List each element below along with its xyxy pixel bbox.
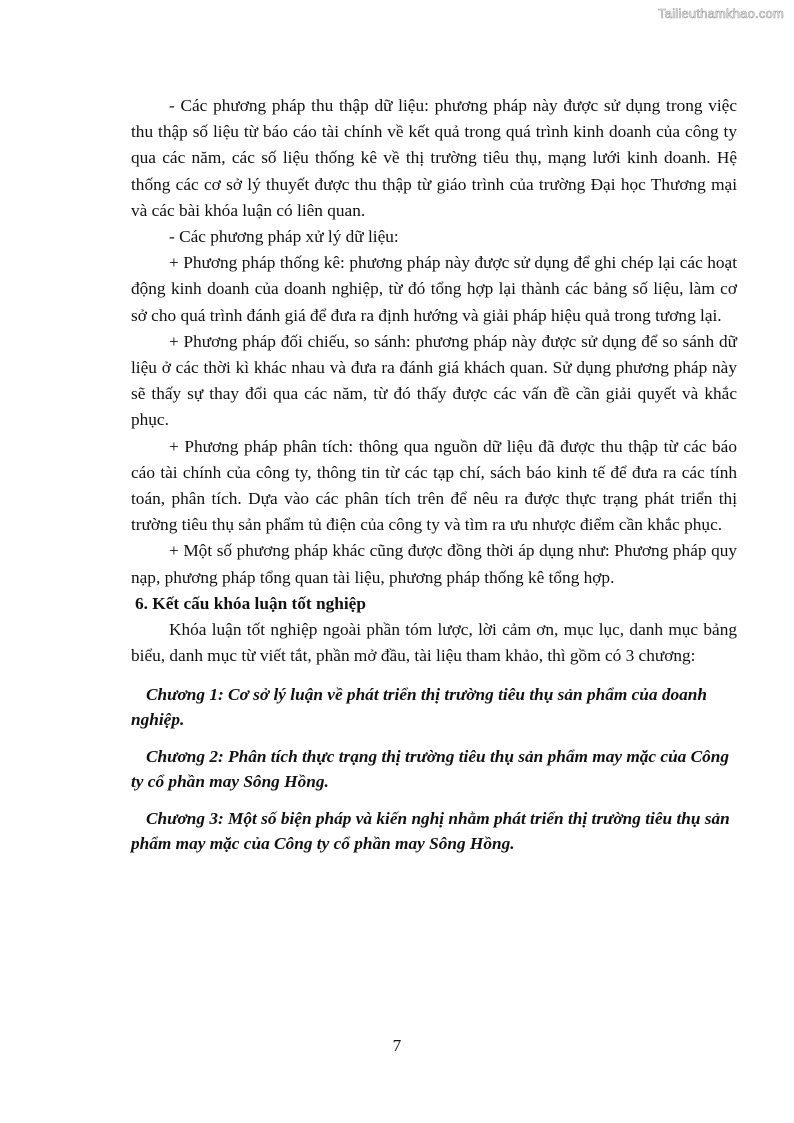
- paragraph-data-collection: - Các phương pháp thu thập dữ liệu: phương pháp này được sử dụng trong việc thu thập số liệu từ báo cáo tài chính về kết quả trong quá trình kinh doanh của công ty qua các năm, các số liệu thống kê về thị trường tiêu thụ, mạng lưới kinh doanh. Hệ thống các cơ sở lý thuyết được thu thập từ giáo trình của trường Đại học Thương mại và các bài khóa luận có liên quan.: [131, 96, 737, 220]
- chapter-3: Chương 3: Một số biện pháp và kiến nghị nhằm phát triển thị trường tiêu thụ sản phẩm may mặc của Công ty cổ phần may Sông Hồng.: [131, 809, 730, 853]
- paragraph-statistics-method: + Phương pháp thống kê: phương pháp này được sử dụng để ghi chép lại các hoạt động kinh doanh của doanh nghiệp, từ đó tổng hợp lại thành các bảng số liệu, làm cơ sở cho quá trình đánh giá để đưa ra định hướng và giải pháp hiệu quả trong tương lại.: [131, 253, 737, 325]
- document-body: [131, 93, 737, 856]
- paragraph-analysis-method: + Phương pháp phân tích: thông qua nguồn dữ liệu đã được thu thập từ các báo cáo tài chính của công ty, thông tin từ các tạp chí, sách báo kinh tế để đưa ra các tính toán, phân tích. Dựa vào các phân tích trên để nêu ra được thực trạng phát triển thị trường tiêu thụ sản phẩm tủ điện của công ty và tìm ra ưu nhược điểm cần khắc phục.: [131, 436, 737, 535]
- chapter-1: Chương 1: Cơ sở lý luận về phát triển thị trường tiêu thụ sản phẩm của doanh nghiệp.: [131, 685, 708, 729]
- page-number: 7: [392, 1036, 402, 1055]
- watermark: Tailieuthamkhao.com: [658, 6, 784, 21]
- section-heading: 6. Kết cấu khóa luận tốt nghiệp: [135, 593, 366, 613]
- paragraph-comparison-method: + Phương pháp đối chiếu, so sánh: phương pháp này được sử dụng để so sánh dữ liệu ở các thời kì khác nhau và đưa ra đánh giá khách quan. Sử dụng phương pháp này sẽ thấy sự thay đổi qua các năm, từ đó thấy được các vấn đề cần giải quyết và khắc phục.: [131, 331, 737, 430]
- paragraph-data-processing: - Các phương pháp xử lý dữ liệu:: [169, 227, 399, 247]
- paragraph-other-methods: + Một số phương pháp khác cũng được đồng thời áp dụng như: Phương pháp quy nạp, phương pháp tổng quan tài liệu, phương pháp thống kê tổng hợp.: [131, 541, 737, 587]
- section-intro: Khóa luận tốt nghiệp ngoài phần tóm lược, lời cảm ơn, mục lục, danh mục bảng biểu, danh mục từ viết tắt, phần mở đầu, tài liệu tham khảo, thì gồm có 3 chương:: [131, 620, 737, 666]
- chapter-2: Chương 2: Phân tích thực trạng thị trường tiêu thụ sản phẩm may mặc của Công ty cổ phần may Sông Hồng.: [131, 747, 730, 791]
